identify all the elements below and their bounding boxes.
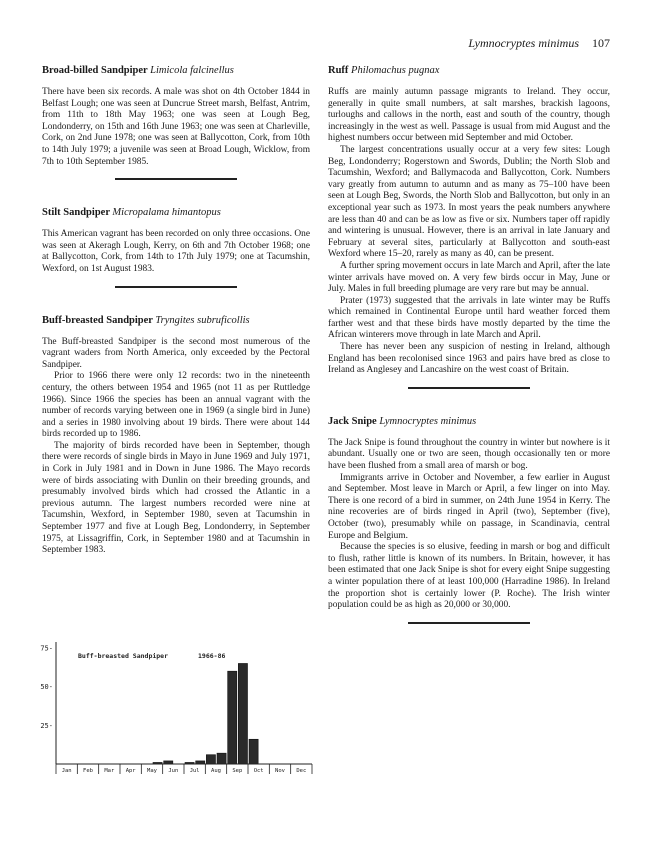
section-divider	[408, 387, 530, 389]
species-name: Broad-billed Sandpiper	[42, 65, 148, 76]
section-title	[328, 415, 610, 428]
section-title	[42, 64, 310, 77]
bar	[249, 739, 258, 764]
latin-name: Philomachus pugnax	[351, 65, 440, 76]
x-tick-label: Mar	[104, 768, 115, 774]
x-tick-label: Oct	[253, 768, 264, 774]
bar	[228, 671, 237, 764]
x-tick-label: Jan	[61, 768, 72, 774]
latin-name: Lymnocryptes minimus	[379, 415, 477, 427]
header-species: Lymnocryptes minimus	[468, 36, 579, 50]
paragraph: Prater (1973) suggested that the arrivals in late winter may be Ruffs which remained in Continental Europe until hard weather forced them farther west and that these birds have mostly departed by the time the African winterers move through in late March and April.	[328, 295, 610, 341]
species-name: Ruff	[328, 65, 349, 76]
paragraph: There have been six records. A male was shot on 4th October 1844 in Belfast Lough; one was seen at Duncrue Street marsh, Belfast, Antrim, from 11th to 18th May 1963; one was seen at Lough Beg, Londonderry, on 15th and 16th June 1963; one was seen at Charleville, Cork, on 2nd June 1978; one was seen at Ballycotton, Cork, from 10th to 14th July 1979; a juvenile was seen at Broad Lough, Wicklow, from 7th to 10th September 1985.	[42, 87, 310, 167]
x-tick-label: Nov	[275, 768, 285, 774]
right-column	[328, 64, 610, 650]
paragraph: Because the species is so elusive, feeding in marsh or bog and difficult to flush, rather little is known of its numbers. In Britain, however, it has been estimated that one Jack Snipe is shot for every eight Snipe suggesting a winter population there of at least 100,000 (Harradine 1986). In Ireland the proportion shot is certainly lower (P. Roche). The Irish winter population could be as high as 20,000 or 30,000.	[328, 542, 610, 611]
x-tick-label: Aug	[211, 768, 221, 774]
species-name: Jack Snipe	[328, 415, 377, 427]
x-tick-label: Sep	[232, 768, 243, 774]
section-broad-billed-sandpiper	[42, 64, 310, 180]
latin-name: Tryngites subruficollis	[155, 314, 250, 326]
species-name: Stilt Sandpiper	[42, 207, 110, 219]
paragraph: Immigrants arrive in October and November, a few earlier in August and September. Most leave in March or April, a few linger on into May. There is one record of a bird in summer, on 24th June 1954 in Kerry. The nine recoveries are of birds ringed in April (two), September (five), October (two), presumably while on passage, in Scandinavia, central Europe and Belgium.	[328, 472, 610, 541]
section-divider	[115, 286, 237, 288]
section-title	[42, 314, 310, 327]
x-tick-label: Feb	[83, 768, 93, 774]
paragraph: The majority of birds recorded have been in September, though there were records of single birds in Mayo in June 1969 and July 1971, in Cork in July 1981 and in Down in June 1986. The Mayo records were of birds associating with Dunlin on their breeding grounds, and presumably involved birds which had crossed the Atlantic in a previous autumn. The largest numbers recorded were nine at Tacumshin, Wexford, in September 1980, seven at Tacumshin in September 1977 and five at Lough Beg, Londonderry, in September 1975, at Lissagriffin, Cork, in September 1980 and at Tacumshin in September 1983.	[42, 440, 310, 556]
paragraph: This American vagrant has been recorded on only three occasions. One was seen at Akeragh Lough, Kerry, on 6th and 7th October 1968; one at Ballycotton, Cork, from 14th to 17th July 1979; one at Tacumshin, Wexford, on 1st August 1983.	[42, 229, 310, 274]
y-tick-label: 75-	[40, 644, 53, 653]
x-tick-label: May	[147, 768, 157, 774]
paragraph: The Jack Snipe is found throughout the country in winter but nowhere is it abundant. Usually one or two are seen, though occasionally ten or more have been flushed from a small area of marsh or bog.	[328, 437, 610, 472]
bar	[238, 663, 247, 764]
page-number: 107	[592, 36, 610, 50]
x-tick-label: Jun	[168, 768, 179, 774]
section-title	[42, 206, 310, 219]
chart-title: Buff-breasted Sandpiper	[78, 652, 169, 660]
y-tick-label: 50-	[40, 683, 53, 692]
bar	[217, 753, 226, 764]
y-axis	[40, 642, 56, 764]
x-axis	[56, 764, 312, 774]
section-divider	[408, 622, 530, 624]
paragraph: The largest concentrations usually occur at a very few sites: Lough Beg, Londonderry; Rogerstown and Swords, Dublin; the North Slob and Tacumshin, Wexford; and Ballymacoda and Ballycotton, Cork. Numbers vary greatly from autumn to autumn and as many as 75–100 have been seen at Lough Beg, Swords, the North Slob and Ballycotton, but only in an exceptional year such as 1973. In most years the peak numbers anywhere are less than 40 and can be as low as five or six. Numbers taper off rapidly and wintering is unusual. However, there is an arrival in late January and February at several sites, particularly at Ballycotton and south-east Wexford where 15–20, rarely as many as 40, can be present.	[328, 144, 610, 260]
bars	[153, 663, 258, 764]
chart-svg	[20, 636, 320, 786]
x-tick-label: Dec	[296, 768, 307, 774]
paragraph: A further spring movement occurs in late March and April, after the late winter arrivals have moved on. A very few birds occur in May, June or July. Males in full breeding plumage are very rare but may be annual.	[328, 260, 610, 295]
monthly-records-chart	[20, 636, 320, 786]
chart-subtitle: 1966-86	[198, 652, 226, 660]
x-tick-label: Apr	[125, 768, 136, 774]
section-divider	[115, 178, 237, 180]
paragraph: Ruffs are mainly autumn passage migrants to Ireland. They occur, generally in quite small numbers, at salt marshes, brackish lagoons, turloughs and callows in the north, east and south of the country, though increasingly in the west as well. Passage is usual from mid August and the highest numbers occur between mid September and mid October.	[328, 87, 610, 144]
bar	[206, 755, 215, 764]
y-tick-label: 25-	[40, 721, 53, 730]
x-tick-label: Jul	[189, 768, 200, 774]
paragraph: The Buff-breasted Sandpiper is the second most numerous of the vagrant waders from North America, only exceeded by the Pectoral Sandpiper.	[42, 336, 310, 370]
section-stilt-sandpiper	[42, 206, 310, 287]
paragraph: There has never been any suspicion of nesting in Ireland, although England has been recolonised since 1963 and pairs have bred as close to Ireland as Anglesey and Lancashire on the west coast of Britain.	[328, 342, 610, 376]
species-name: Buff-breasted Sandpiper	[42, 314, 153, 326]
section-ruff	[328, 64, 610, 389]
left-column	[42, 64, 310, 557]
latin-name: Limicola falcinellus	[150, 65, 234, 76]
latin-name: Micropalama himantopus	[112, 207, 221, 219]
paragraph: Prior to 1966 there were only 12 records: two in the nineteenth century, the others between 1954 and 1965 (not 11 as per Ruttledge 1966). Since 1966 the species has been an annual vagrant with the number of records varying between one in 1969 (a single bird in June) and a series in 1980 involving about 19 birds. There were about 144 birds recorded up to 1986.	[42, 371, 310, 440]
section-title	[328, 64, 610, 77]
running-header	[468, 36, 610, 51]
section-buff-breasted-sandpiper	[42, 314, 310, 557]
section-jack-snipe	[328, 415, 610, 624]
